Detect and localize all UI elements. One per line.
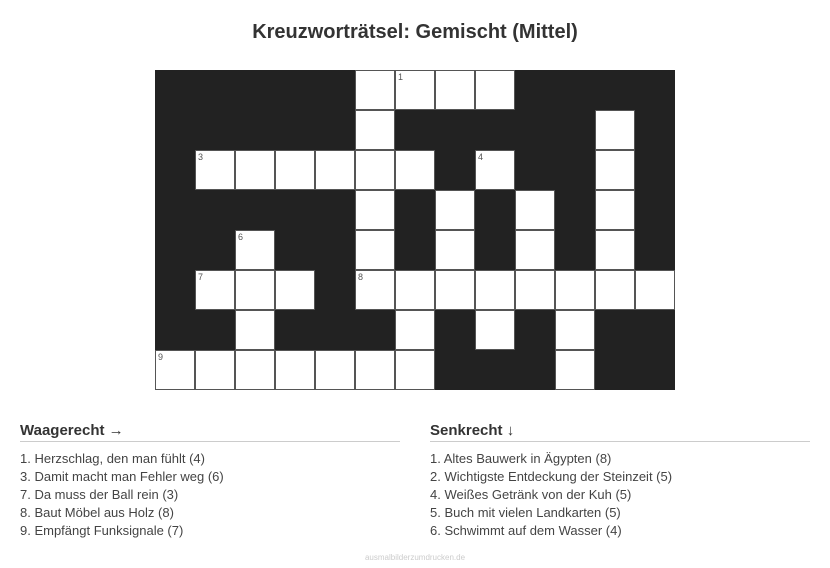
grid-block [515, 70, 555, 110]
grid-cell[interactable] [595, 230, 635, 270]
puzzle-title: Kreuzworträtsel: Gemischt (Mittel) [252, 21, 578, 43]
grid-cell[interactable] [435, 270, 475, 310]
grid-cell[interactable] [355, 230, 395, 270]
grid-block [595, 310, 635, 350]
down-clues [430, 422, 810, 540]
grid-cell[interactable] [355, 190, 395, 230]
grid-cell[interactable] [475, 70, 515, 110]
grid-block [315, 230, 355, 270]
grid-cell[interactable] [195, 150, 235, 190]
grid-block [635, 190, 675, 230]
clue-across-7: 7. Da muss der Ball rein (3) [20, 487, 179, 502]
grid-block [315, 110, 355, 150]
grid-cell[interactable] [355, 270, 395, 310]
clue-across-3: 3. Damit macht man Fehler weg (6) [20, 469, 224, 484]
grid-block [635, 70, 675, 110]
grid-block [235, 110, 275, 150]
grid-cell[interactable] [595, 150, 635, 190]
grid-block [475, 110, 515, 150]
clue-down-2: 2. Wichtigste Entdeckung der Steinzeit (5) [430, 469, 673, 484]
grid-block [395, 230, 435, 270]
grid-block [315, 70, 355, 110]
cell-number: 4 [478, 152, 484, 162]
grid-block [355, 310, 395, 350]
grid-block [315, 190, 355, 230]
grid-block [515, 310, 555, 350]
across-clue-list [20, 450, 400, 540]
grid-cell[interactable] [155, 350, 195, 390]
grid-block [275, 230, 315, 270]
across-heading: Waagerecht → [20, 422, 400, 442]
grid-cell[interactable] [315, 350, 355, 390]
grid-cell[interactable] [315, 150, 355, 190]
grid-cell[interactable] [235, 270, 275, 310]
down-heading: Senkrecht ↓ [430, 422, 810, 442]
clue-down-4: 4. Weißes Getränk von der Kuh (5) [430, 487, 632, 502]
grid-cell[interactable] [475, 150, 515, 190]
grid-cell[interactable] [395, 270, 435, 310]
grid-cell[interactable] [235, 150, 275, 190]
grid-cell[interactable] [595, 110, 635, 150]
grid-cell[interactable] [395, 310, 435, 350]
grid-block [435, 350, 475, 390]
grid-block [235, 190, 275, 230]
clue-down-5: 5. Buch mit vielen Landkarten (5) [430, 505, 621, 520]
grid-cell[interactable] [275, 270, 315, 310]
grid-cell[interactable] [235, 230, 275, 270]
down-clue-list [430, 450, 810, 540]
grid-block [395, 190, 435, 230]
grid-block [155, 70, 195, 110]
grid-cell[interactable] [355, 150, 395, 190]
grid-cell[interactable] [235, 350, 275, 390]
grid-cell[interactable] [635, 270, 675, 310]
grid-cell[interactable] [395, 70, 435, 110]
grid-cell[interactable] [435, 70, 475, 110]
grid-cell[interactable] [195, 270, 235, 310]
grid-block [435, 310, 475, 350]
clue-down-1: 1. Altes Bauwerk in Ägypten (8) [430, 451, 612, 466]
grid-cell[interactable] [395, 150, 435, 190]
grid-block [635, 350, 675, 390]
grid-block [475, 230, 515, 270]
grid-block [195, 230, 235, 270]
grid-block [555, 70, 595, 110]
grid-cell[interactable] [475, 270, 515, 310]
grid-cell[interactable] [395, 350, 435, 390]
grid-block [155, 150, 195, 190]
grid-cell[interactable] [595, 270, 635, 310]
grid-block [155, 310, 195, 350]
cell-number: 1 [398, 72, 404, 82]
grid-cell[interactable] [355, 70, 395, 110]
grid-block [515, 150, 555, 190]
grid-block [635, 150, 675, 190]
grid-block [395, 110, 435, 150]
grid-block [275, 310, 315, 350]
grid-block [155, 270, 195, 310]
cell-number: 7 [198, 272, 204, 282]
across-clues [20, 422, 400, 540]
grid-block [195, 70, 235, 110]
grid-cell[interactable] [355, 110, 395, 150]
grid-block [555, 230, 595, 270]
grid-cell[interactable] [595, 190, 635, 230]
cell-number: 8 [358, 272, 364, 282]
grid-block [475, 350, 515, 390]
grid-block [635, 110, 675, 150]
clue-across-9: 9. Empfängt Funksignale (7) [20, 523, 184, 538]
grid-block [275, 190, 315, 230]
grid-cell[interactable] [275, 350, 315, 390]
grid-block [315, 310, 355, 350]
grid-block [515, 350, 555, 390]
grid-cell[interactable] [235, 310, 275, 350]
grid-block [155, 190, 195, 230]
grid-block [595, 70, 635, 110]
grid-block [195, 110, 235, 150]
grid-block [595, 350, 635, 390]
grid-block [235, 70, 275, 110]
grid-block [515, 110, 555, 150]
grid-block [155, 230, 195, 270]
grid-cell[interactable] [355, 350, 395, 390]
grid-cell[interactable] [515, 230, 555, 270]
grid-block [315, 270, 355, 310]
grid-block [435, 150, 475, 190]
cell-number: 6 [238, 232, 244, 242]
grid-block [475, 190, 515, 230]
grid-cell[interactable] [555, 270, 595, 310]
grid-block [155, 110, 195, 150]
source-footer: ausmalbilderzumdrucken.de [364, 553, 466, 562]
clue-down-6: 6. Schwimmt auf dem Wasser (4) [430, 523, 622, 538]
clue-across-8: 8. Baut Möbel aus Holz (8) [20, 505, 174, 520]
grid-block [275, 110, 315, 150]
grid-block [555, 190, 595, 230]
grid-cell[interactable] [555, 350, 595, 390]
grid-cell[interactable] [435, 230, 475, 270]
crossword-grid [155, 70, 675, 390]
grid-cell[interactable] [195, 350, 235, 390]
grid-block [275, 70, 315, 110]
grid-block [435, 110, 475, 150]
grid-block [555, 150, 595, 190]
grid-block [555, 110, 595, 150]
grid-block [195, 190, 235, 230]
cell-number: 3 [198, 152, 204, 162]
cell-number: 9 [158, 352, 164, 362]
grid-cell[interactable] [555, 310, 595, 350]
grid-cell[interactable] [435, 190, 475, 230]
grid-cell[interactable] [515, 190, 555, 230]
grid-cell[interactable] [515, 270, 555, 310]
clue-across-1: 1. Herzschlag, den man fühlt (4) [20, 451, 205, 466]
grid-cell[interactable] [275, 150, 315, 190]
grid-block [635, 310, 675, 350]
grid-cell[interactable] [475, 310, 515, 350]
grid-block [635, 230, 675, 270]
grid-block [195, 310, 235, 350]
